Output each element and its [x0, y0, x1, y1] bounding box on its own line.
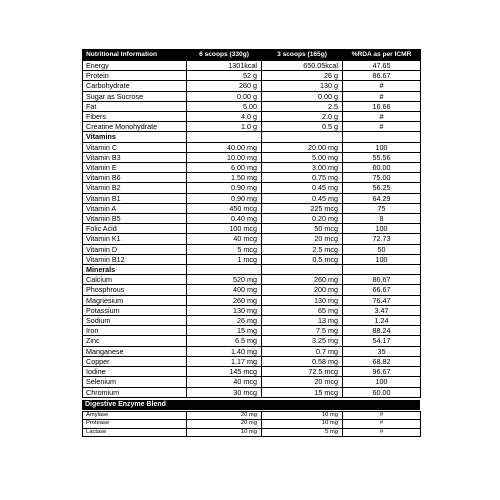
value-3-scoops: 65 mg — [262, 305, 343, 315]
value-3-scoops: 260 mg — [262, 275, 343, 285]
enzyme-section — [82, 400, 420, 410]
nutrient-name: Vitamin E — [83, 163, 187, 173]
table-row — [83, 101, 421, 111]
value-3-scoops: 5 mg — [262, 428, 343, 437]
value-6-scoops: 6.00 mg — [187, 163, 262, 173]
value-3-scoops: 2.0 g — [262, 112, 343, 122]
value-3-scoops: 3.00 mg — [262, 163, 343, 173]
nutrient-name: Vitamin B5 — [83, 214, 187, 224]
value-rda: 76.47 — [343, 295, 421, 305]
value-6-scoops: 30 mcg — [187, 387, 262, 397]
table-header-row — [83, 50, 421, 61]
table-row — [83, 224, 421, 234]
value-6-scoops: 1301kcal — [187, 61, 262, 71]
value-3-scoops: 10 mg — [262, 411, 343, 420]
table-row — [83, 336, 421, 346]
table-row — [83, 142, 421, 152]
value-3-scoops: 2.5 mcg — [262, 244, 343, 254]
table-row — [83, 356, 421, 366]
value-6-scoops: 6.5 mg — [187, 336, 262, 346]
value-3-scoops: 20 mcg — [262, 377, 343, 387]
nutrient-name: Calcium — [83, 275, 187, 285]
minerals-rows — [83, 275, 421, 397]
value-3-scoops: 20.00 mg — [262, 142, 343, 152]
table-row — [83, 152, 421, 162]
value-6-scoops: 15 mg — [187, 326, 262, 336]
nutrient-name: Vitamin B12 — [83, 254, 187, 264]
value-3-scoops: 0.20 mg — [262, 214, 343, 224]
value-6-scoops: 260 mg — [187, 295, 262, 305]
value-6-scoops: 130 mg — [187, 305, 262, 315]
value-6-scoops: 40 mcg — [187, 377, 262, 387]
value-6-scoops: 1.0 g — [187, 122, 262, 132]
table-row — [83, 163, 421, 173]
value-3-scoops: 0.5 mcg — [262, 254, 343, 264]
value-6-scoops: 52 g — [187, 71, 262, 81]
value-6-scoops: 20 mg — [187, 411, 262, 420]
nutrient-name: Protein — [83, 71, 187, 81]
value-3-scoops: 130 g — [262, 81, 343, 91]
nutrient-name: Vitamin A — [83, 203, 187, 213]
nutrient-name: Manganese — [83, 346, 187, 356]
nutrient-name: Lactase — [83, 428, 187, 437]
value-rda: # — [343, 112, 421, 122]
section-title-minerals: Minerals — [83, 265, 187, 275]
value-6-scoops: 1.50 mg — [187, 173, 262, 183]
value-3-scoops: 0.45 mg — [262, 193, 343, 203]
value-6-scoops: 26 mg — [187, 316, 262, 326]
table-row — [83, 316, 421, 326]
nutrient-name: Potassium — [83, 305, 187, 315]
value-6-scoops: 10.00 mg — [187, 152, 262, 162]
table-row — [83, 305, 421, 315]
macros-section — [83, 61, 421, 132]
value-rda: 100 — [343, 254, 421, 264]
nutrition-table — [82, 49, 421, 398]
value-rda: 66.67 — [343, 285, 421, 295]
value-rda: 3.47 — [343, 305, 421, 315]
nutrient-name: Carbohydrate — [83, 81, 187, 91]
nutrient-name: Chromium — [83, 387, 187, 397]
value-rda: 88.24 — [343, 326, 421, 336]
value-6-scoops: 400 mg — [187, 285, 262, 295]
nutrition-label — [82, 49, 420, 437]
nutrient-name: Selenium — [83, 377, 187, 387]
value-rda: 1.24 — [343, 316, 421, 326]
value-rda: 54.17 — [343, 336, 421, 346]
value-rda: 68.82 — [343, 356, 421, 366]
table-row — [83, 295, 421, 305]
vitamins-rows — [83, 142, 421, 264]
value-6-scoops: 0.40 mg — [187, 214, 262, 224]
nutrient-name: Vitamin K1 — [83, 234, 187, 244]
table-row — [83, 275, 421, 285]
value-3-scoops: 5.00 mg — [262, 152, 343, 162]
value-rda: # — [343, 91, 421, 101]
header-rda: %RDA as per ICMR — [343, 50, 421, 61]
value-6-scoops: 1 mcg — [187, 254, 262, 264]
value-rda: 75 — [343, 203, 421, 213]
value-3-scoops: 20 mcg — [262, 234, 343, 244]
nutrient-name: Fat — [83, 101, 187, 111]
value-3-scoops: 225 mcg — [262, 203, 343, 213]
table-row — [83, 91, 421, 101]
value-3-scoops: 10 mg — [262, 420, 343, 429]
table-row — [83, 285, 421, 295]
table-row — [83, 428, 421, 437]
value-3-scoops: 72.5 mcg — [262, 367, 343, 377]
table-row — [83, 326, 421, 336]
value-rda: 56.25 — [343, 183, 421, 193]
value-rda: 96.67 — [343, 367, 421, 377]
table-row — [83, 122, 421, 132]
value-3-scoops: 3.25 mg — [262, 336, 343, 346]
value-rda: 86.67 — [343, 275, 421, 285]
value-6-scoops: 20 mg — [187, 420, 262, 429]
value-rda: # — [343, 420, 421, 429]
table-row — [83, 112, 421, 122]
value-6-scoops: 4.0 g — [187, 112, 262, 122]
nutrient-name: Folic Acid — [83, 224, 187, 234]
table-row — [83, 203, 421, 213]
table-row — [83, 183, 421, 193]
value-3-scoops: 50 mcg — [262, 224, 343, 234]
nutrient-name: Sodium — [83, 316, 187, 326]
value-6-scoops: 0.90 mg — [187, 193, 262, 203]
value-6-scoops: 260 g — [187, 81, 262, 91]
value-rda: # — [343, 411, 421, 420]
value-3-scoops: 26 g — [262, 71, 343, 81]
value-3-scoops: 2.5 — [262, 101, 343, 111]
value-rda: 100 — [343, 377, 421, 387]
nutrient-name: Zinc — [83, 336, 187, 346]
header-nutritional-information: Nutritional Information — [83, 50, 187, 61]
table-row — [83, 71, 421, 81]
value-6-scoops: 10 mg — [187, 428, 262, 437]
table-row — [83, 193, 421, 203]
value-6-scoops: 0.90 mg — [187, 183, 262, 193]
value-6-scoops: 1.40 mg — [187, 346, 262, 356]
table-row — [83, 346, 421, 356]
value-3-scoops: 0.00 g — [262, 91, 343, 101]
value-6-scoops: 1.17 mg — [187, 356, 262, 366]
value-rda: 55.56 — [343, 152, 421, 162]
value-rda: 47.65 — [343, 61, 421, 71]
section-row-vitamins — [83, 132, 421, 142]
value-rda: # — [343, 428, 421, 437]
nutrient-name: Vitamin B3 — [83, 152, 187, 162]
section-row-minerals — [83, 265, 421, 275]
value-3-scoops: 200 mg — [262, 285, 343, 295]
enzyme-rows — [83, 411, 421, 437]
vitamins-section — [83, 132, 421, 142]
nutrient-name: Magnesium — [83, 295, 187, 305]
table-row — [83, 377, 421, 387]
table-row — [83, 420, 421, 429]
value-3-scoops: 13 mg — [262, 316, 343, 326]
nutrient-name: Vitamin B2 — [83, 183, 187, 193]
value-3-scoops: 0.7 mg — [262, 346, 343, 356]
table-row — [83, 254, 421, 264]
value-3-scoops: 0.5 g — [262, 122, 343, 132]
table-row — [83, 234, 421, 244]
value-rda: # — [343, 81, 421, 91]
value-6-scoops: 145 mcg — [187, 367, 262, 377]
value-6-scoops: 40 mcg — [187, 234, 262, 244]
value-6-scoops: 40.00 mg — [187, 142, 262, 152]
nutrient-name: Phosphrous — [83, 285, 187, 295]
nutrient-name: Copper — [83, 356, 187, 366]
table-row — [83, 61, 421, 71]
table-row — [83, 411, 421, 420]
value-6-scoops: 5.00 — [187, 101, 262, 111]
table-row — [83, 81, 421, 91]
nutrient-name: Vitamin C — [83, 142, 187, 152]
value-rda: 50 — [343, 244, 421, 254]
value-rda: 64.29 — [343, 193, 421, 203]
nutrient-name: Protease — [83, 420, 187, 429]
value-3-scoops: 15 mcg — [262, 387, 343, 397]
value-rda: 100 — [343, 142, 421, 152]
section-title-enzyme-blend: Digestive Enzyme Blend — [82, 400, 420, 410]
value-rda: 60.00 — [343, 163, 421, 173]
value-3-scoops: 130 mg — [262, 295, 343, 305]
value-rda: 86.67 — [343, 71, 421, 81]
table-row — [83, 214, 421, 224]
nutrient-name: Amylase — [83, 411, 187, 420]
value-6-scoops: 100 mcg — [187, 224, 262, 234]
table-row — [83, 244, 421, 254]
nutrient-name: Vitamin D — [83, 244, 187, 254]
value-3-scoops: 0.58 mg — [262, 356, 343, 366]
value-3-scoops: 0.45 mg — [262, 183, 343, 193]
minerals-section — [83, 265, 421, 275]
nutrient-name: Creatine Monohydrate — [83, 122, 187, 132]
section-title-vitamins: Vitamins — [83, 132, 187, 142]
value-rda: 60.00 — [343, 387, 421, 397]
value-6-scoops: 5 mcg — [187, 244, 262, 254]
value-rda: 35 — [343, 346, 421, 356]
nutrient-name: Iron — [83, 326, 187, 336]
value-rda: 8 — [343, 214, 421, 224]
value-3-scoops: 7.5 mg — [262, 326, 343, 336]
value-3-scoops: 0.75 mg — [262, 173, 343, 183]
nutrient-name: Vitamin B6 — [83, 173, 187, 183]
value-6-scoops: 450 mcg — [187, 203, 262, 213]
value-3-scoops: 650.05kcal — [262, 61, 343, 71]
header-6-scoops: 6 scoops (330g) — [187, 50, 262, 61]
nutrient-name: Vitamin B1 — [83, 193, 187, 203]
value-rda: 72.73 — [343, 234, 421, 244]
value-6-scoops: 520 mg — [187, 275, 262, 285]
nutrient-name: Iodine — [83, 367, 187, 377]
header-3-scoops: 3 scoops (165g) — [262, 50, 343, 61]
nutrient-name: Fibers — [83, 112, 187, 122]
value-rda: 16.66 — [343, 101, 421, 111]
enzyme-table — [82, 411, 421, 438]
table-row — [83, 367, 421, 377]
nutrient-name: Energy — [83, 61, 187, 71]
table-row — [83, 387, 421, 397]
value-rda: # — [343, 122, 421, 132]
value-6-scoops: 0.00 g — [187, 91, 262, 101]
value-rda: 75.00 — [343, 173, 421, 183]
nutrient-name: Sugar as Sucrose — [83, 91, 187, 101]
value-rda: 100 — [343, 224, 421, 234]
table-row — [83, 173, 421, 183]
